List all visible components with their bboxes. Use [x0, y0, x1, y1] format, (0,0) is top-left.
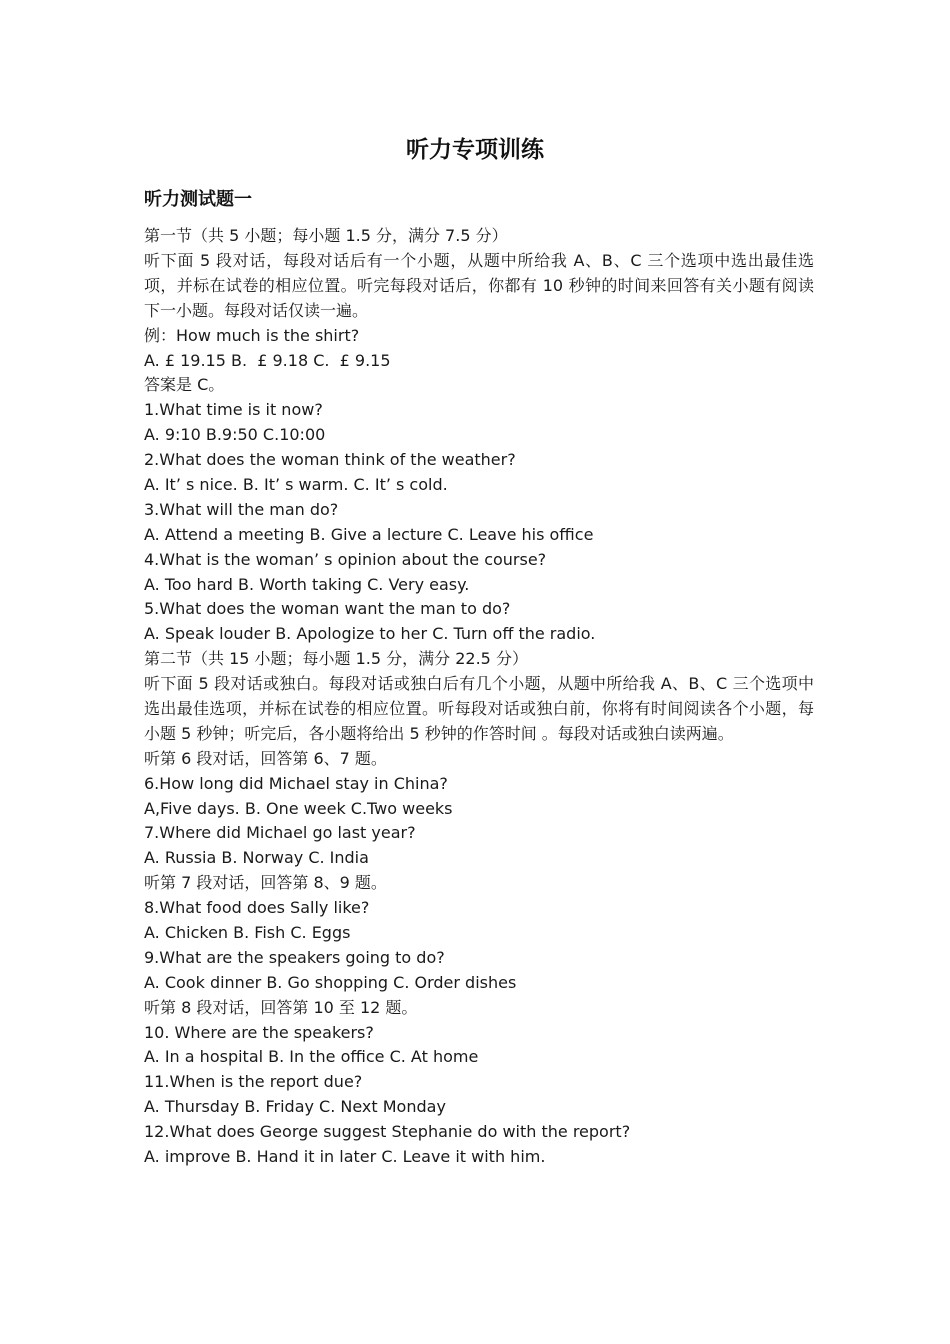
- options-11: A. Thursday B. Friday C. Next Monday: [144, 1097, 446, 1117]
- dialogue-7-intro: 听第 7 段对话，回答第 8、9 题。: [144, 873, 387, 893]
- options-12: A. improve B. Hand it in later C. Leave it with him.: [144, 1147, 546, 1167]
- test-subtitle: 听力测试题一: [144, 189, 252, 210]
- page-title: 听力专项训练: [406, 137, 544, 163]
- question-5: 5.What does the woman want the man to do?: [144, 599, 511, 619]
- example-answer: 答案是 C。: [144, 375, 225, 395]
- options-6: A,Five days. B. One week C.Two weeks: [144, 798, 453, 818]
- question-11: 11.When is the report due?: [144, 1072, 363, 1092]
- question-3: 3.What will the man do?: [144, 499, 339, 519]
- question-4: 4.What is the woman’ s opinion about the course?: [144, 549, 547, 569]
- question-10: 10. Where are the speakers?: [144, 1022, 374, 1042]
- options-5: A. Speak louder B. Apologize to her C. Turn off the radio.: [144, 624, 596, 644]
- example-question: 例：How much is the shirt?: [144, 325, 360, 345]
- question-1: 1.What time is it now?: [144, 400, 323, 420]
- question-7: 7.Where did Michael go last year?: [144, 823, 416, 843]
- options-10: A. In a hospital B. In the office C. At home: [144, 1047, 479, 1067]
- dialogue-8-intro: 听第 8 段对话，回答第 10 至 12 题。: [144, 997, 418, 1017]
- section1-instructions: 听下面 5 段对话，每段对话后有一个小题，从题中所给我 A、B、C 三个选项中选出最佳选项，并标在试卷的相应位置。听完每段对话后，你都有 10 秒钟的时间来回答有关小题有阅读下一小题。每段对话仅读一遍。: [144, 250, 814, 320]
- question-6: 6.How long did Michael stay in China?: [144, 773, 448, 793]
- question-12: 12.What does George suggest Stephanie do with the report?: [144, 1122, 631, 1142]
- options-9: A. Cook dinner B. Go shopping C. Order dishes: [144, 972, 517, 992]
- options-2: A. It’ s nice. B. It’ s warm. C. It’ s cold.: [144, 474, 448, 494]
- question-9: 9.What are the speakers going to do?: [144, 947, 445, 967]
- document-body: [144, 224, 814, 1170]
- section1-header: 第一节（共 5 小题；每小题 1.5 分，满分 7.5 分）: [144, 226, 508, 245]
- question-2: 2.What does the woman think of the weather?: [144, 450, 516, 470]
- section2-instructions: 听下面 5 段对话或独白。每段对话或独白后有几个小题，从题中所给我 A、B、C 三个选项中选出最佳选项，并标在试卷的相应位置。听每段对话或独白前，你将有时间阅读各个小题，每小题 5 秒钟；听完后，各小题将给出 5 秒钟的作答时间 。每段对话或独白读两遍。: [144, 674, 814, 743]
- options-7: A. Russia B. Norway C. India: [144, 848, 369, 868]
- options-1: A. 9:10 B.9:50 C.10:00: [144, 425, 326, 445]
- dialogue-6-intro: 听第 6 段对话，回答第 6、7 题。: [144, 748, 387, 768]
- options-4: A. Too hard B. Worth taking C. Very easy.: [144, 574, 470, 594]
- question-8: 8.What food does Sally like?: [144, 898, 370, 918]
- options-8: A. Chicken B. Fish C. Eggs: [144, 923, 351, 943]
- options-3: A. Attend a meeting B. Give a lecture C. Leave his office: [144, 524, 594, 544]
- example-options: A. £ 19.15 B. £ 9.18 C. £ 9.15: [144, 350, 391, 370]
- section2-header: 第二节（共 15 小题；每小题 1.5 分，满分 22.5 分）: [144, 649, 528, 669]
